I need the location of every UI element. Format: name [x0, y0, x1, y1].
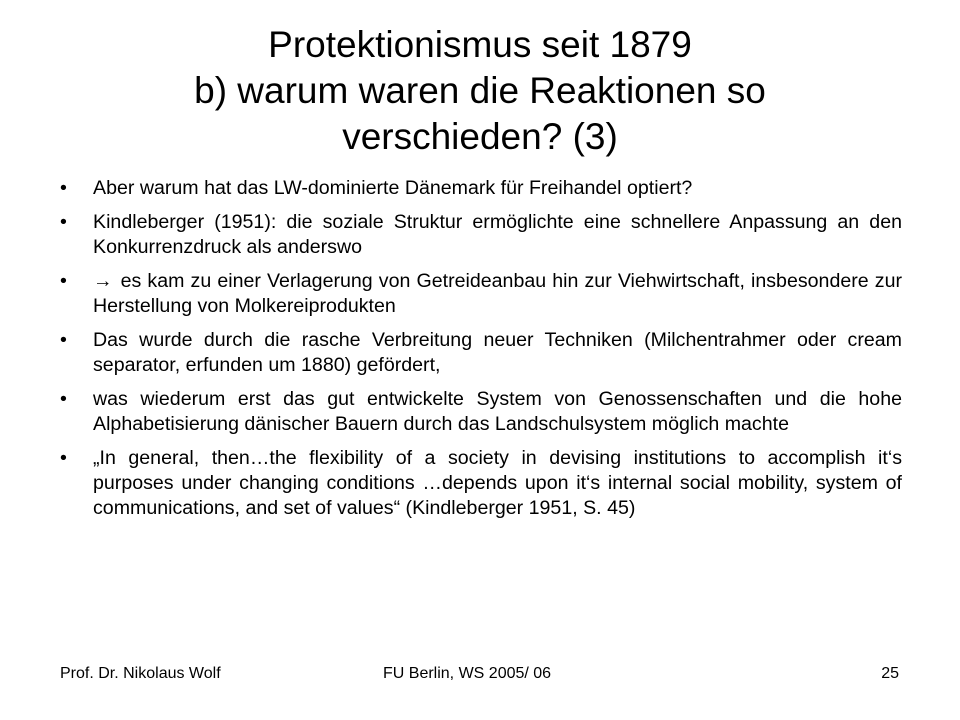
bullet-marker: •: [60, 388, 67, 410]
page-number: 25: [881, 665, 899, 682]
bullet-text: was wiederum erst das gut entwickelte System von Genossenschaften und die hohe Alphabetisierung dänischer Bauern durch das Landschulsystem möglich machte: [93, 388, 902, 435]
bullet-text: Aber warum hat das LW-dominierte Dänemark für Freihandel optiert?: [93, 177, 693, 199]
bullet-item: [60, 210, 902, 260]
bullet-item: [60, 387, 902, 437]
title-line: Protektionismus seit 1879: [268, 24, 692, 65]
footer-institution: FU Berlin, WS 2005/ 06: [383, 665, 552, 682]
bullet-item: [60, 176, 902, 201]
title-line: b) warum waren die Reaktionen so: [194, 70, 766, 111]
slide-title: [60, 22, 900, 160]
bullet-marker: •: [60, 270, 67, 292]
bullet-text: Das wurde durch die rasche Verbreitung neuer Techniken (Milchentrahmer oder cream separator, erfunden um 1880) gefördert,: [93, 329, 902, 376]
bullet-text: „In general, then…the flexibility of a society in devising institutions to accomplish it‘s purposes under changing conditions …depends upon it‘s internal social mobility, system of communications, and set of values“ (Kindleberger 1951, S. 45): [93, 447, 902, 519]
bullet-marker: •: [60, 447, 67, 469]
bullet-item: [60, 446, 902, 521]
title-line: verschieden? (3): [342, 116, 618, 157]
bullet-text: es kam zu einer Verlagerung von Getreideanbau hin zur Viehwirtschaft, insbesondere zur Herstellung von Molkereiprodukten: [93, 270, 902, 317]
bullet-marker: •: [60, 211, 67, 233]
bullet-text: Kindleberger (1951): die soziale Struktur ermöglichte eine schnellere Anpassung an den Konkurrenzdruck als anderswo: [93, 211, 902, 258]
bullet-list: [60, 176, 902, 530]
bullet-marker: •: [60, 329, 67, 351]
bullet-marker: •: [60, 177, 67, 199]
bullet-item: [60, 328, 902, 378]
bullet-item: [60, 269, 902, 319]
footer-author: Prof. Dr. Nikolaus Wolf: [60, 665, 221, 682]
arrow-right-icon: →: [93, 270, 113, 292]
